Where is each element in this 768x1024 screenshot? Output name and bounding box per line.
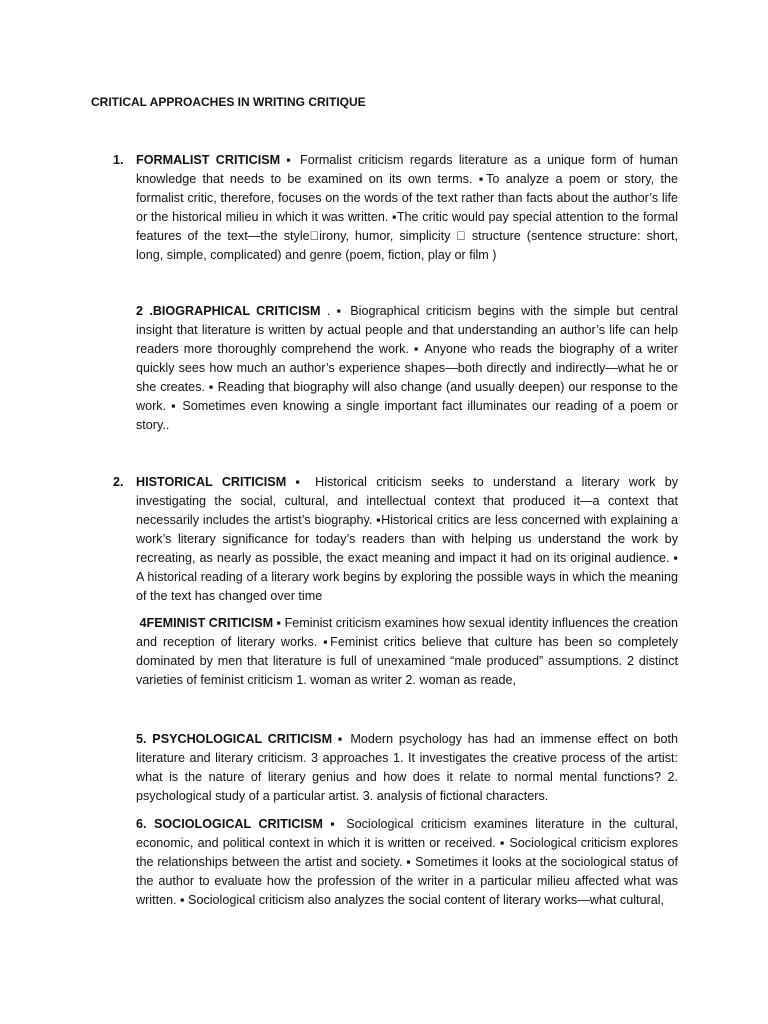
section-feminist (136, 614, 678, 690)
section-historical (113, 473, 678, 606)
section-body: ▪ Modern psychology has had an immense effect on both literature and literary criticism. 3 approaches 1. It investigates the creative process of the artist: what is the nature of literary genius and how does it relate to normal mental functions? 2. psychological study of a particular artist. 3. analysis of fictional characters. (136, 732, 678, 803)
section-biographical (136, 302, 678, 435)
section-heading: 4FEMINIST CRITICISM (136, 616, 274, 630)
document-title: CRITICAL APPROACHES IN WRITING CRITIQUE (91, 95, 366, 109)
section-body: ▪ Formalist criticism regards literature as a unique form of human knowledge that needs to be examined on its own terms. ▪To analyze a poem or story, the formalist critic, therefore, focuses on the words of the text rather than facts about the author’s life or the historical milieu in which it was written. ▪The critic would pay special attention to the formal features of the text—the style irony, humor, simplicity structure (sentence structure: short, long, simple, complicated) and genre (poem, fiction, play or film ) (136, 153, 678, 262)
section-sociological (136, 815, 678, 910)
section-heading: 2 .BIOGRAPHICAL CRITICISM (136, 304, 321, 318)
section-psychological (136, 730, 678, 806)
section-formalist (113, 151, 678, 265)
section-heading: 6. SOCIOLOGICAL CRITICISM (136, 817, 323, 831)
section-number: 1. (113, 153, 124, 167)
section-number: 2. (113, 475, 124, 489)
section-body: ▪ Feminist criticism examines how sexual identity influences the creation and reception of literary works. ▪Feminist critics believe that culture has been so completely dominated by men that literature is full of unexamined “male produced” assumptions. 2 distinct varieties of feminist criticism 1. woman as writer 2. woman as reade, (136, 616, 678, 687)
section-body: ▪ Historical criticism seeks to understand a literary work by investigating the social, cultural, and intellectual context that produced it—a context that necessarily includes the artist’s biography. ▪Historical critics are less concerned with explaining a work’s literary significance for today’s readers than with helping us understand the work by recreating, as nearly as possible, the exact meaning and impact it had on its original audience. ▪ A historical reading of a literary work begins by exploring the possible ways in which the meaning of the text has changed over time (136, 475, 678, 603)
section-heading: 5. PSYCHOLOGICAL CRITICISM (136, 732, 333, 746)
section-body: ▪ Sociological criticism examines literature in the cultural, economic, and political context in which it is written or received. ▪ Sociological criticism explores the relationships between the artist and society. ▪ Sometimes it looks at the sociological status of the author to evaluate how the profession of the writer in a particular milieu affected what was written. ▪ Sociological criticism also analyzes the social content of literary works—what cultural, (136, 817, 679, 907)
section-heading: HISTORICAL CRITICISM (136, 475, 287, 489)
section-body: . ▪ Biographical criticism begins with the simple but central insight that literature is written by actual people and that understanding an author’s life can help readers more thoroughly comprehend the work. ▪ Anyone who reads the biography of a writer quickly sees how much an author’s experience shapes—both directly and indirectly—what he or she creates. ▪ Reading that biography will also change (and usually deepen) our response to the work. ▪ Sometimes even knowing a single important fact illuminates our reading of a poem or story.. (136, 304, 678, 432)
section-heading: FORMALIST CRITICISM (136, 153, 281, 167)
